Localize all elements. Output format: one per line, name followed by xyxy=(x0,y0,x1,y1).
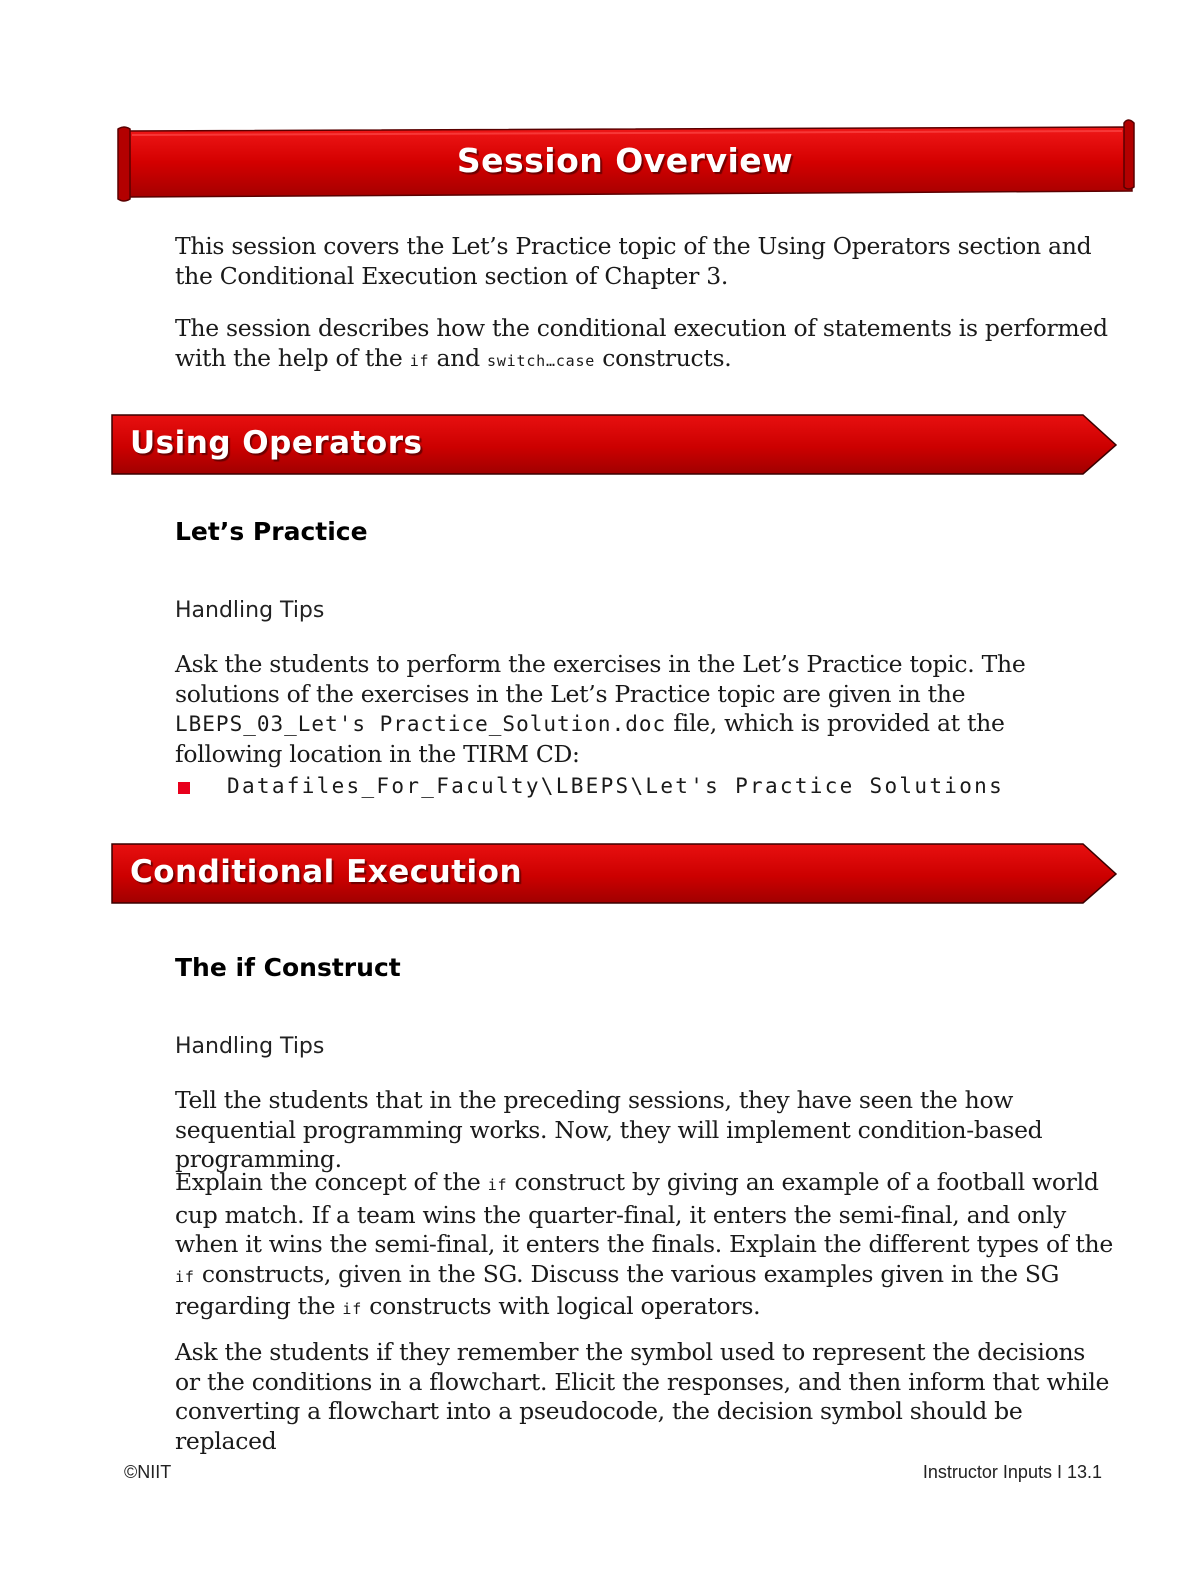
text-span: constructs, given in the SG. Discuss the various examples given in the SG regarding the xyxy=(175,1259,1060,1320)
text-span: file, which is provided at the following location in the TIRM CD: xyxy=(175,709,1005,768)
text-span: and xyxy=(429,343,487,372)
lets-practice-heading: Let’s Practice xyxy=(175,517,368,546)
lets-practice-paragraph xyxy=(175,650,1115,769)
footer-page-number: Instructor Inputs I 13.1 xyxy=(922,1462,1102,1482)
handling-tips-label: Handling Tips xyxy=(175,598,325,623)
if-construct-heading: The if Construct xyxy=(175,953,401,982)
code-if: if xyxy=(342,1300,363,1318)
if-construct-paragraph-2 xyxy=(175,1168,1115,1325)
solution-filename: LBEPS_03_Let's Practice_Solution.doc xyxy=(175,712,667,736)
conditional-execution-banner xyxy=(110,842,1122,906)
text-span: Explain the concept of the xyxy=(175,1168,488,1196)
using-operators-title: Using Operators xyxy=(130,425,423,461)
square-bullet-icon xyxy=(178,782,190,794)
code-switch-case: switch…case xyxy=(487,351,596,370)
using-operators-banner xyxy=(110,413,1122,477)
text-span: Ask the students to perform the exercises in the Let’s Practice topic. The solutions of the exercises in the Let’s Practice topic are given in the xyxy=(175,650,1026,708)
session-overview-title: Session Overview xyxy=(456,141,794,180)
if-construct-paragraph-3: Ask the students if they remember the symbol used to represent the decisions or the conditions in a flowchart. Elicit the responses, and then inform that while converting a flowchart into a pseudocode, the decision symbol should be replaced xyxy=(175,1338,1110,1455)
code-if: if xyxy=(409,351,430,370)
session-overview-banner xyxy=(110,115,1140,207)
code-if: if xyxy=(487,1176,508,1194)
text-span: constructs. xyxy=(595,343,732,372)
session-overview-paragraph-2 xyxy=(175,314,1115,376)
text-span: The session describes how the conditional execution of statements is performed with the help of the xyxy=(175,314,1108,372)
code-if: if xyxy=(175,1267,195,1286)
if-construct-paragraph-1: Tell the students that in the preceding sessions, they have seen the how sequential programming works. Now, they will implement condition-based programming. xyxy=(175,1086,1043,1173)
list-item xyxy=(175,774,1075,804)
conditional-execution-title: Conditional Execution xyxy=(130,854,523,890)
footer-copyright: ©NIIT xyxy=(124,1462,172,1482)
text-span: constructs with logical operators. xyxy=(362,1292,761,1320)
handling-tips-label: Handling Tips xyxy=(175,1034,325,1059)
solutions-folder-path: Datafiles_For_Faculty\LBEPS\Let's Practice Solutions xyxy=(227,774,1005,798)
text-span: construct by giving an example of a football world cup match. If a team wins the quarter-final, it enters the semi-final, and only when it wins the semi-final, it enters the finals. Explain the different types of the xyxy=(175,1168,1113,1258)
session-overview-paragraph-1: This session covers the Let’s Practice topic of the Using Operators section and the Conditional Execution section of Chapter 3. xyxy=(175,232,1092,290)
